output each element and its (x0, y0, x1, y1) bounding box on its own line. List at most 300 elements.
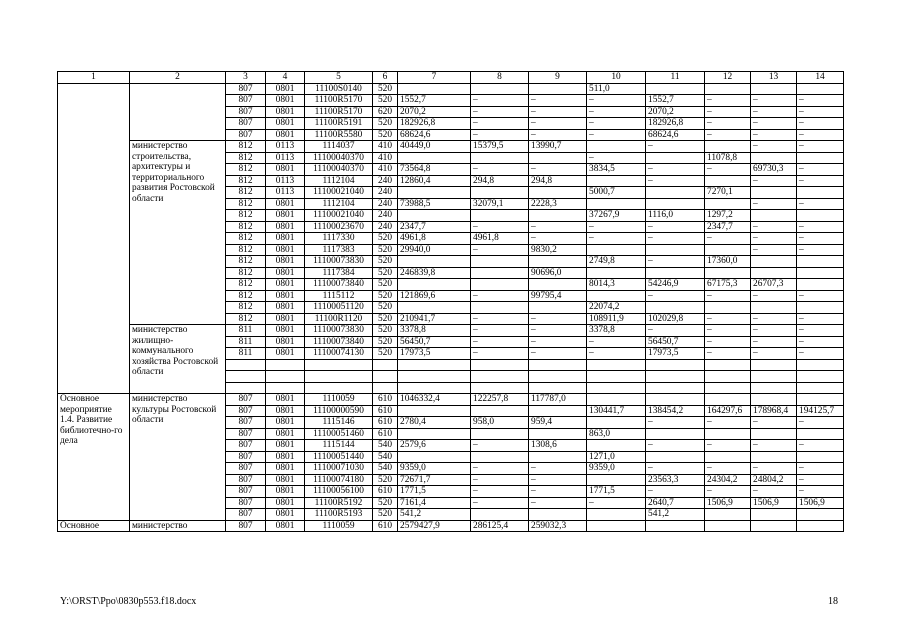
data-cell (751, 152, 797, 164)
data-cell: – (751, 440, 797, 452)
data-cell: – (529, 486, 587, 498)
data-cell: 108911,9 (587, 313, 646, 325)
data-cell: 11100051460 (305, 428, 373, 440)
data-cell (471, 371, 529, 383)
data-cell: 11100074130 (305, 348, 373, 360)
data-cell: – (471, 325, 529, 337)
data-cell: 812 (226, 244, 266, 256)
data-cell: – (751, 313, 797, 325)
data-cell: 164297,6 (705, 405, 751, 417)
data-cell: 24804,2 (751, 474, 797, 486)
data-cell: – (797, 244, 844, 256)
data-cell: 540 (373, 463, 398, 475)
table-row (58, 394, 844, 406)
data-cell (587, 440, 646, 452)
data-cell: 240 (373, 175, 398, 187)
executor-cell: министерство (130, 520, 226, 532)
data-cell: 520 (373, 233, 398, 245)
data-cell (751, 302, 797, 314)
data-cell: 520 (373, 95, 398, 107)
data-cell: 520 (373, 325, 398, 337)
header-cell: 3 (226, 72, 266, 84)
data-cell: – (751, 233, 797, 245)
data-cell (797, 394, 844, 406)
data-cell: 1552,7 (398, 95, 471, 107)
data-cell: – (529, 106, 587, 118)
data-cell: 620 (373, 106, 398, 118)
data-cell: 37267,9 (587, 210, 646, 222)
data-cell (398, 210, 471, 222)
data-cell: 410 (373, 141, 398, 153)
data-cell: 1114037 (305, 141, 373, 153)
data-cell: – (471, 106, 529, 118)
data-cell: – (705, 164, 751, 176)
data-cell: 294,8 (529, 175, 587, 187)
data-cell: 0801 (266, 267, 305, 279)
table-row (58, 325, 844, 337)
data-cell (471, 359, 529, 371)
data-cell: – (529, 325, 587, 337)
data-cell: – (471, 95, 529, 107)
data-cell (797, 83, 844, 95)
data-cell: 0801 (266, 417, 305, 429)
data-cell: 11100071030 (305, 463, 373, 475)
data-cell: 863,0 (587, 428, 646, 440)
data-cell: 11100R5192 (305, 497, 373, 509)
data-cell: 0801 (266, 164, 305, 176)
data-cell: 210941,7 (398, 313, 471, 325)
data-cell: 520 (373, 267, 398, 279)
file-path: Y:\ORST\Ppo\0830p553.f18.docx (60, 596, 197, 607)
data-cell: – (797, 95, 844, 107)
data-cell: 0801 (266, 520, 305, 532)
data-cell: 3378,8 (398, 325, 471, 337)
data-cell: 11100073840 (305, 336, 373, 348)
data-cell: – (646, 463, 705, 475)
data-cell: – (471, 497, 529, 509)
data-cell: – (751, 221, 797, 233)
header-cell: 7 (398, 72, 471, 84)
data-cell (398, 405, 471, 417)
data-cell: 540 (373, 451, 398, 463)
data-cell: 11100R5170 (305, 95, 373, 107)
data-cell: – (797, 175, 844, 187)
data-cell: 520 (373, 336, 398, 348)
data-cell: – (705, 348, 751, 360)
data-cell (587, 198, 646, 210)
data-cell (529, 509, 587, 521)
data-cell: 540 (373, 440, 398, 452)
data-cell: 99795,4 (529, 290, 587, 302)
data-cell (751, 428, 797, 440)
data-cell: 0801 (266, 336, 305, 348)
data-cell (751, 359, 797, 371)
data-cell: 240 (373, 198, 398, 210)
data-cell (471, 509, 529, 521)
data-cell (646, 244, 705, 256)
data-cell: 0801 (266, 394, 305, 406)
header-cell: 10 (587, 72, 646, 84)
data-cell (705, 359, 751, 371)
header-cell: 9 (529, 72, 587, 84)
data-cell: 812 (226, 175, 266, 187)
data-cell (705, 198, 751, 210)
data-cell (373, 371, 398, 383)
data-cell: 17973,5 (398, 348, 471, 360)
data-cell: – (529, 463, 587, 475)
data-cell: 26707,3 (751, 279, 797, 291)
data-cell: 3378,8 (587, 325, 646, 337)
data-cell: 0801 (266, 348, 305, 360)
executor-cell (130, 83, 226, 141)
data-cell (587, 520, 646, 532)
data-cell: – (646, 141, 705, 153)
data-cell: 40449,0 (398, 141, 471, 153)
data-cell: 11100R5193 (305, 509, 373, 521)
data-cell (751, 509, 797, 521)
data-cell (305, 382, 373, 394)
data-cell (471, 267, 529, 279)
header-cell: 12 (705, 72, 751, 84)
data-cell: – (587, 106, 646, 118)
data-cell: 1297,2 (705, 210, 751, 222)
data-cell: 520 (373, 348, 398, 360)
data-cell: 13990,7 (529, 141, 587, 153)
data-cell (529, 83, 587, 95)
data-cell (529, 405, 587, 417)
table-row (58, 520, 844, 532)
data-cell: 117787,0 (529, 394, 587, 406)
data-cell (398, 187, 471, 199)
data-cell: 182926,8 (646, 118, 705, 130)
header-cell: 14 (797, 72, 844, 84)
data-cell: 4961,8 (471, 233, 529, 245)
data-cell (373, 359, 398, 371)
data-cell: 1112104 (305, 198, 373, 210)
data-cell: 0113 (266, 141, 305, 153)
data-cell: – (751, 290, 797, 302)
data-cell: 0113 (266, 187, 305, 199)
data-cell: – (646, 290, 705, 302)
data-cell (587, 290, 646, 302)
data-cell: – (529, 497, 587, 509)
data-cell: – (751, 463, 797, 475)
data-cell: 182926,8 (398, 118, 471, 130)
data-cell: 15379,5 (471, 141, 529, 153)
data-cell (646, 394, 705, 406)
data-cell: 1115146 (305, 417, 373, 429)
budget-table (57, 71, 844, 532)
data-cell (587, 371, 646, 383)
data-cell (646, 451, 705, 463)
data-cell (529, 428, 587, 440)
data-cell (797, 509, 844, 521)
data-cell: 807 (226, 440, 266, 452)
data-cell (646, 428, 705, 440)
data-cell: 130441,7 (587, 405, 646, 417)
data-cell (471, 451, 529, 463)
data-cell (587, 359, 646, 371)
data-cell: 11100051440 (305, 451, 373, 463)
data-cell: 2749,8 (587, 256, 646, 268)
data-cell (705, 428, 751, 440)
data-cell (751, 83, 797, 95)
data-cell: 11100051120 (305, 302, 373, 314)
data-cell: – (471, 129, 529, 141)
data-cell (529, 302, 587, 314)
data-cell: 807 (226, 509, 266, 521)
data-cell (646, 267, 705, 279)
data-cell: – (705, 336, 751, 348)
data-cell: 0801 (266, 440, 305, 452)
data-cell: – (471, 290, 529, 302)
data-cell: 11100023670 (305, 221, 373, 233)
data-cell: 812 (226, 210, 266, 222)
data-cell: 807 (226, 463, 266, 475)
data-cell: 0801 (266, 405, 305, 417)
data-cell (751, 520, 797, 532)
data-cell: – (751, 325, 797, 337)
data-cell: – (751, 198, 797, 210)
data-cell: 56450,7 (398, 336, 471, 348)
data-cell: 5000,7 (587, 187, 646, 199)
header-cell: 8 (471, 72, 529, 84)
program-cell: Основное мероприятие 1.4. Развитие библиотечно-го дела (58, 394, 130, 521)
data-cell: – (705, 129, 751, 141)
header-cell: 2 (130, 72, 226, 84)
data-cell: – (587, 348, 646, 360)
data-cell: 1308,6 (529, 440, 587, 452)
data-cell: 1271,0 (587, 451, 646, 463)
data-cell: – (705, 106, 751, 118)
data-cell: 812 (226, 221, 266, 233)
data-cell: 807 (226, 83, 266, 95)
data-cell: – (797, 106, 844, 118)
data-cell (797, 371, 844, 383)
data-cell: 1117330 (305, 233, 373, 245)
data-cell: 0113 (266, 152, 305, 164)
data-cell (751, 382, 797, 394)
data-cell: – (471, 164, 529, 176)
data-cell: – (797, 164, 844, 176)
data-cell: – (797, 198, 844, 210)
data-cell (305, 359, 373, 371)
data-cell (373, 382, 398, 394)
data-cell (587, 417, 646, 429)
data-cell (797, 520, 844, 532)
data-cell: 11100000590 (305, 405, 373, 417)
data-cell: 240 (373, 210, 398, 222)
data-cell (529, 371, 587, 383)
data-cell: 807 (226, 417, 266, 429)
data-cell: 2579,6 (398, 440, 471, 452)
data-cell: – (797, 141, 844, 153)
data-cell (471, 210, 529, 222)
data-cell: – (646, 221, 705, 233)
data-cell (398, 371, 471, 383)
data-cell: 0801 (266, 325, 305, 337)
data-cell: 0801 (266, 129, 305, 141)
data-cell (705, 175, 751, 187)
data-cell: 2070,2 (646, 106, 705, 118)
data-cell: 520 (373, 256, 398, 268)
data-cell: – (471, 440, 529, 452)
header-cell: 6 (373, 72, 398, 84)
header-row (58, 72, 844, 84)
data-cell (797, 152, 844, 164)
data-cell: 0801 (266, 428, 305, 440)
data-cell (529, 210, 587, 222)
data-cell: 520 (373, 474, 398, 486)
data-cell: 0801 (266, 451, 305, 463)
data-cell: 1116,0 (646, 210, 705, 222)
data-cell: 29940,0 (398, 244, 471, 256)
data-cell: 11100073840 (305, 279, 373, 291)
data-cell: 4961,8 (398, 233, 471, 245)
data-cell (797, 451, 844, 463)
data-cell: 1115144 (305, 440, 373, 452)
data-cell (705, 451, 751, 463)
data-cell: 410 (373, 152, 398, 164)
data-cell (587, 175, 646, 187)
data-cell: – (751, 129, 797, 141)
data-cell: 0801 (266, 509, 305, 521)
data-cell: – (587, 152, 646, 164)
data-cell (646, 302, 705, 314)
data-cell (646, 520, 705, 532)
data-cell (751, 187, 797, 199)
data-cell: 11100040370 (305, 164, 373, 176)
data-cell: – (471, 313, 529, 325)
data-cell (646, 187, 705, 199)
data-cell: 1506,9 (797, 497, 844, 509)
data-cell: 12860,4 (398, 175, 471, 187)
data-cell: 11100074180 (305, 474, 373, 486)
data-cell: 520 (373, 290, 398, 302)
data-cell: 520 (373, 497, 398, 509)
data-cell: – (587, 336, 646, 348)
data-cell: 1552,7 (646, 95, 705, 107)
data-cell: 2780,4 (398, 417, 471, 429)
data-cell (471, 428, 529, 440)
data-cell (797, 279, 844, 291)
data-cell (646, 371, 705, 383)
data-cell: 812 (226, 279, 266, 291)
data-cell: – (797, 348, 844, 360)
data-cell: 807 (226, 486, 266, 498)
data-cell (705, 302, 751, 314)
data-cell: – (529, 336, 587, 348)
data-cell (646, 83, 705, 95)
data-cell: 610 (373, 428, 398, 440)
data-cell (751, 451, 797, 463)
data-cell: – (751, 417, 797, 429)
data-cell: 0801 (266, 463, 305, 475)
data-cell: 2579427,9 (398, 520, 471, 532)
data-cell: 811 (226, 348, 266, 360)
data-cell: 958,0 (471, 417, 529, 429)
data-cell (587, 382, 646, 394)
data-cell: 3834,5 (587, 164, 646, 176)
data-cell: 807 (226, 405, 266, 417)
data-cell (751, 256, 797, 268)
data-cell (797, 267, 844, 279)
data-cell: 0801 (266, 290, 305, 302)
program-cell (58, 83, 130, 394)
data-cell: 72671,7 (398, 474, 471, 486)
data-cell: 11100S0140 (305, 83, 373, 95)
data-cell (705, 520, 751, 532)
data-cell: 11100056100 (305, 486, 373, 498)
data-cell (646, 359, 705, 371)
data-cell (705, 509, 751, 521)
data-cell: 73564,8 (398, 164, 471, 176)
data-cell (471, 405, 529, 417)
data-cell (587, 267, 646, 279)
data-cell: 68624,6 (646, 129, 705, 141)
data-cell: – (705, 118, 751, 130)
data-cell: 807 (226, 428, 266, 440)
data-cell: – (529, 221, 587, 233)
data-cell (529, 152, 587, 164)
data-cell: 520 (373, 279, 398, 291)
data-cell (471, 83, 529, 95)
data-cell: – (705, 486, 751, 498)
executor-cell: министерство культуры Ростовской области (130, 394, 226, 521)
data-cell: – (646, 325, 705, 337)
data-cell: 812 (226, 313, 266, 325)
data-cell (705, 371, 751, 383)
data-cell: 11100R5580 (305, 129, 373, 141)
data-cell: – (646, 164, 705, 176)
data-cell: 56450,7 (646, 336, 705, 348)
data-cell: 511,0 (587, 83, 646, 95)
data-cell: 811 (226, 336, 266, 348)
data-cell: 1506,9 (751, 497, 797, 509)
data-cell: – (797, 129, 844, 141)
data-cell: 11100R5170 (305, 106, 373, 118)
data-cell: 0801 (266, 118, 305, 130)
data-cell: 11100R1120 (305, 313, 373, 325)
data-cell: – (751, 486, 797, 498)
data-cell: 9359,0 (587, 463, 646, 475)
data-cell: 11078,8 (705, 152, 751, 164)
data-cell: 138454,2 (646, 405, 705, 417)
data-cell: 812 (226, 164, 266, 176)
data-cell (705, 141, 751, 153)
data-cell: – (705, 95, 751, 107)
data-cell (398, 382, 471, 394)
data-cell (305, 371, 373, 383)
data-cell: – (587, 95, 646, 107)
data-cell: 0801 (266, 83, 305, 95)
data-cell (705, 267, 751, 279)
data-cell: – (705, 417, 751, 429)
data-cell: 68624,6 (398, 129, 471, 141)
data-cell: 807 (226, 118, 266, 130)
data-cell: – (705, 313, 751, 325)
data-cell (471, 302, 529, 314)
data-cell: 11100073830 (305, 256, 373, 268)
data-cell: – (751, 175, 797, 187)
data-cell: 73988,5 (398, 198, 471, 210)
data-cell: 541,2 (646, 509, 705, 521)
data-cell: 11100R5191 (305, 118, 373, 130)
data-cell: 0801 (266, 256, 305, 268)
data-cell: – (471, 118, 529, 130)
data-cell: – (646, 256, 705, 268)
data-cell: 811 (226, 325, 266, 337)
